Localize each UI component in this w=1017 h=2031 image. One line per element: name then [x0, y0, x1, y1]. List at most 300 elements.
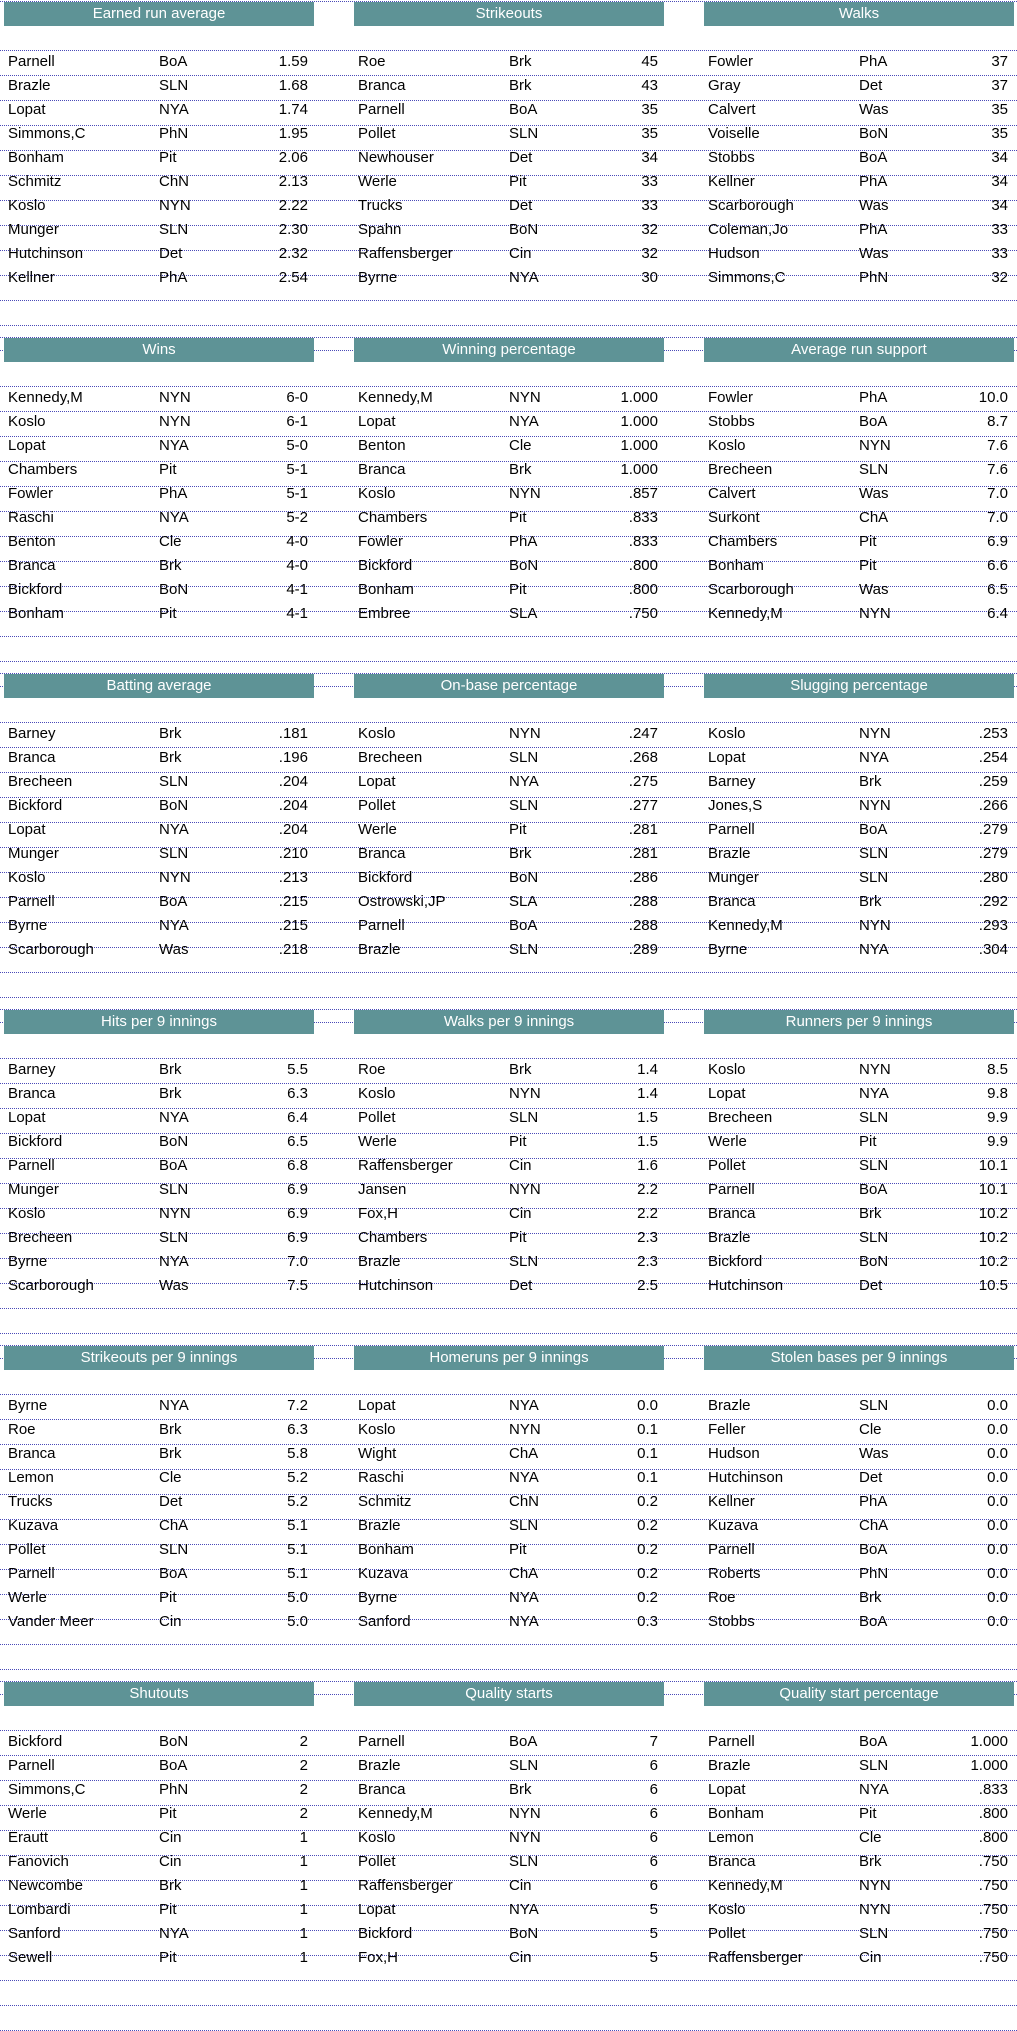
team-code: Pit [159, 461, 177, 478]
team-code: Pit [509, 1229, 527, 1246]
stat-value: 5.8 [287, 1445, 308, 1462]
stat-value: 6 [649, 1781, 658, 1798]
team-code: NYN [859, 1061, 891, 1078]
stat-value: 5-2 [286, 509, 308, 526]
stat-value: 6.8 [287, 1157, 308, 1174]
table-row [0, 890, 1017, 914]
team-code: BoA [859, 1733, 888, 1750]
stat-value: .213 [278, 869, 308, 886]
team-code: Pit [159, 605, 177, 622]
team-code: BoN [159, 1733, 189, 1750]
team-code: BoA [859, 1613, 888, 1630]
stat-value: 5.2 [287, 1493, 308, 1510]
player-name: Kuzava [708, 1517, 759, 1534]
stat-value: 10.5 [978, 1277, 1008, 1294]
stat-value: .800 [978, 1829, 1008, 1846]
team-code: NYA [509, 1613, 539, 1630]
team-code: Det [859, 1277, 883, 1294]
player-name: Branca [358, 1781, 406, 1798]
player-name: Raffensberger [358, 1157, 453, 1174]
player-name: Erautt [8, 1829, 49, 1846]
player-name: Bonham [358, 581, 414, 598]
player-name: Chambers [358, 509, 428, 526]
table-row [0, 1874, 1017, 1898]
stat-value: 2.54 [278, 269, 308, 286]
player-name: Chambers [8, 461, 78, 478]
table-row [0, 1898, 1017, 1922]
team-code: Cin [509, 1157, 532, 1174]
player-name: Munger [8, 1181, 59, 1198]
stat-value: 0.1 [637, 1421, 658, 1438]
team-code: NYA [509, 1469, 539, 1486]
player-name: Hutchinson [708, 1469, 784, 1486]
stat-value: 4-0 [286, 533, 308, 550]
team-code: NYA [509, 269, 539, 286]
player-name: Brecheen [708, 461, 773, 478]
stat-value: 6.3 [287, 1085, 308, 1102]
stat-value: 6-0 [286, 389, 308, 406]
stat-value: 33 [641, 197, 658, 214]
stat-value: 2 [299, 1757, 308, 1774]
player-name: Pollet [358, 125, 396, 142]
stat-value: .196 [278, 749, 308, 766]
team-code: Brk [159, 1445, 182, 1462]
stat-value: 5.1 [287, 1541, 308, 1558]
player-name: Koslo [708, 1061, 746, 1078]
team-code: Cle [859, 1829, 882, 1846]
stat-value: 10.0 [978, 389, 1008, 406]
table-row [0, 1178, 1017, 1202]
section-header: Strikeouts [354, 2, 664, 26]
stat-value: 7 [649, 1733, 658, 1750]
stat-value: 5 [649, 1925, 658, 1942]
player-name: Kuzava [358, 1565, 409, 1582]
team-code: NYA [509, 413, 539, 430]
player-name: Newhouser [358, 149, 434, 166]
table-row [0, 122, 1017, 146]
stat-value: .833 [628, 509, 658, 526]
team-code: NYN [509, 1421, 541, 1438]
team-code: SLN [159, 221, 189, 238]
player-name: Byrne [8, 1397, 48, 1414]
team-code: PhA [159, 485, 188, 502]
player-name: Bickford [8, 797, 63, 814]
team-code: BoA [859, 413, 888, 430]
stat-value: 7.0 [987, 485, 1008, 502]
stat-value: 35 [991, 101, 1008, 118]
gridline [0, 1706, 1017, 1731]
stat-value: 4-0 [286, 557, 308, 574]
player-name: Fox,H [358, 1205, 399, 1222]
team-code: SLN [509, 749, 539, 766]
stat-value: 2.3 [637, 1229, 658, 1246]
team-code: NYN [859, 437, 891, 454]
team-code: Cin [509, 245, 532, 262]
stat-value: 7.2 [287, 1397, 308, 1414]
stat-value: 1 [299, 1901, 308, 1918]
stat-value: 7.6 [987, 461, 1008, 478]
player-name: Werle [8, 1589, 47, 1606]
section-header: Quality starts [354, 1682, 664, 1706]
team-code: NYA [159, 1925, 189, 1942]
team-code: Brk [509, 845, 532, 862]
stat-value: 2.32 [278, 245, 308, 262]
stat-value: .288 [628, 917, 658, 934]
team-code: PhA [159, 269, 188, 286]
team-code: SLN [859, 1757, 889, 1774]
team-code: NYA [859, 1781, 889, 1798]
table-row [0, 818, 1017, 842]
gridline [0, 973, 1017, 998]
stat-value: .750 [628, 605, 658, 622]
stat-value: 1.000 [970, 1757, 1008, 1774]
team-code: NYA [859, 749, 889, 766]
player-name: Pollet [708, 1157, 746, 1174]
team-code: Brk [159, 1085, 182, 1102]
stat-value: 1.4 [637, 1085, 658, 1102]
team-code: Brk [509, 77, 532, 94]
player-name: Raffensberger [358, 1877, 453, 1894]
team-code: SLN [509, 1253, 539, 1270]
stat-value: .181 [278, 725, 308, 742]
stat-value: 2.5 [637, 1277, 658, 1294]
stat-value: 0.0 [987, 1397, 1008, 1414]
table-row [0, 458, 1017, 482]
team-code: SLN [859, 845, 889, 862]
player-name: Bonham [8, 149, 64, 166]
player-name: Roe [358, 1061, 386, 1078]
team-code: Was [159, 941, 189, 958]
stat-value: 0.2 [637, 1493, 658, 1510]
team-code: NYA [159, 101, 189, 118]
table-row [0, 506, 1017, 530]
stat-value: 5.1 [287, 1565, 308, 1582]
team-code: Pit [509, 581, 527, 598]
stat-value: 30 [641, 269, 658, 286]
stat-value: 43 [641, 77, 658, 94]
stat-value: 34 [991, 149, 1008, 166]
table-row [0, 1946, 1017, 1970]
team-code: PhA [859, 173, 888, 190]
leader-rows [0, 386, 1017, 626]
stat-value: .293 [978, 917, 1008, 934]
team-code: NYN [859, 1877, 891, 1894]
team-code: SLN [509, 941, 539, 958]
section-header: Homeruns per 9 innings [354, 1346, 664, 1370]
stat-value: 7.0 [987, 509, 1008, 526]
stat-value: .800 [978, 1805, 1008, 1822]
stat-value: 1 [299, 1877, 308, 1894]
stat-value: 0.2 [637, 1517, 658, 1534]
stat-value: 0.0 [987, 1541, 1008, 1558]
team-code: Brk [509, 1061, 532, 1078]
player-name: Brazle [708, 845, 751, 862]
team-code: Pit [509, 173, 527, 190]
team-code: SLN [159, 1229, 189, 1246]
team-code: BoN [159, 797, 189, 814]
player-name: Branca [358, 77, 406, 94]
player-name: Branca [8, 1085, 56, 1102]
stat-value: 0.0 [987, 1613, 1008, 1630]
team-code: Was [859, 1445, 889, 1462]
team-code: NYA [159, 1253, 189, 1270]
player-name: Chambers [358, 1229, 428, 1246]
table-row [0, 1106, 1017, 1130]
stat-value: 1 [299, 1949, 308, 1966]
section-header: Strikeouts per 9 innings [4, 1346, 314, 1370]
leader-rows [0, 1058, 1017, 1298]
team-code: Brk [509, 53, 532, 70]
team-code: NYN [159, 197, 191, 214]
leader-rows [0, 1730, 1017, 1970]
stat-value: 0.0 [987, 1421, 1008, 1438]
player-name: Benton [8, 533, 56, 550]
team-code: ChA [859, 1517, 889, 1534]
player-name: Koslo [708, 725, 746, 742]
stat-value: 4-1 [286, 605, 308, 622]
stat-value: 10.1 [978, 1157, 1008, 1174]
stat-value: 0.2 [637, 1565, 658, 1582]
player-name: Hutchinson [358, 1277, 434, 1294]
stat-value: 0.3 [637, 1613, 658, 1630]
team-code: SLN [509, 1517, 539, 1534]
player-name: Brazle [8, 77, 51, 94]
player-name: Simmons,C [8, 125, 86, 142]
stat-value: 6.5 [287, 1133, 308, 1150]
team-code: SLN [859, 1157, 889, 1174]
player-name: Parnell [708, 1181, 755, 1198]
table-row [0, 1490, 1017, 1514]
player-name: Parnell [358, 101, 405, 118]
stat-section [0, 1680, 1017, 2016]
player-name: Byrne [358, 1589, 398, 1606]
team-code: BoN [859, 1253, 889, 1270]
player-name: Koslo [8, 869, 46, 886]
player-name: Lopat [708, 1781, 746, 1798]
player-name: Parnell [8, 893, 55, 910]
stat-value: 1.000 [620, 437, 658, 454]
player-name: Calvert [708, 485, 756, 502]
stat-value: 6.9 [287, 1205, 308, 1222]
player-name: Roberts [708, 1565, 761, 1582]
player-name: Benton [358, 437, 406, 454]
player-name: Koslo [8, 1205, 46, 1222]
table-row [0, 794, 1017, 818]
player-name: Raffensberger [708, 1949, 803, 1966]
player-name: Raschi [358, 1469, 404, 1486]
player-name: Vander Meer [8, 1613, 94, 1630]
player-name: Byrne [708, 941, 748, 958]
team-code: BoN [159, 581, 189, 598]
team-code: Pit [859, 533, 877, 550]
table-row [0, 266, 1017, 290]
stat-value: 0.0 [987, 1589, 1008, 1606]
team-code: Was [859, 101, 889, 118]
stat-value: 6.9 [987, 533, 1008, 550]
player-name: Munger [8, 221, 59, 238]
player-name: Sanford [358, 1613, 411, 1630]
stat-value: .833 [978, 1781, 1008, 1798]
stat-value: 1 [299, 1925, 308, 1942]
team-code: NYA [159, 821, 189, 838]
stat-value: 5.2 [287, 1469, 308, 1486]
player-name: Lopat [708, 1085, 746, 1102]
player-name: Pollet [8, 1541, 46, 1558]
player-name: Kellner [8, 269, 55, 286]
player-name: Kennedy,M [708, 917, 783, 934]
player-name: Hudson [708, 1445, 760, 1462]
player-name: Ostrowski,JP [358, 893, 446, 910]
player-name: Koslo [8, 413, 46, 430]
leader-rows [0, 722, 1017, 962]
stat-value: 9.9 [987, 1109, 1008, 1126]
team-code: NYN [859, 797, 891, 814]
stat-value: .286 [628, 869, 658, 886]
player-name: Stobbs [708, 149, 755, 166]
team-code: NYN [859, 917, 891, 934]
team-code: Cle [159, 1469, 182, 1486]
stat-value: 10.2 [978, 1253, 1008, 1270]
gridline [0, 698, 1017, 723]
team-code: NYN [859, 725, 891, 742]
table-row [0, 1586, 1017, 1610]
team-code: SLA [509, 893, 538, 910]
team-code: Pit [509, 821, 527, 838]
table-row [0, 1058, 1017, 1082]
team-code: PhA [859, 221, 888, 238]
team-code: Was [859, 245, 889, 262]
stat-value: 8.7 [987, 413, 1008, 430]
stat-section [0, 0, 1017, 336]
player-name: Roe [708, 1589, 736, 1606]
team-code: Pit [509, 1541, 527, 1558]
team-code: SLN [159, 773, 189, 790]
player-name: Scarborough [8, 941, 94, 958]
table-row [0, 170, 1017, 194]
table-row [0, 146, 1017, 170]
team-code: Cle [159, 533, 182, 550]
team-code: BoA [509, 917, 538, 934]
team-code: ChA [509, 1565, 539, 1582]
player-name: Parnell [358, 1733, 405, 1750]
stat-value: 1.59 [278, 53, 308, 70]
stat-value: 33 [991, 245, 1008, 262]
player-name: Lopat [8, 821, 46, 838]
stat-value: .304 [978, 941, 1008, 958]
team-code: NYN [159, 869, 191, 886]
player-name: Brazle [358, 1253, 401, 1270]
player-name: Brazle [708, 1757, 751, 1774]
team-code: Brk [859, 1205, 882, 1222]
player-name: Byrne [358, 269, 398, 286]
stat-value: 6 [649, 1829, 658, 1846]
stat-value: 0.2 [637, 1541, 658, 1558]
table-row [0, 914, 1017, 938]
stat-value: 0.1 [637, 1445, 658, 1462]
stat-value: 34 [991, 173, 1008, 190]
stat-value: 9.8 [987, 1085, 1008, 1102]
stat-value: 8.5 [987, 1061, 1008, 1078]
stat-value: .750 [978, 1853, 1008, 1870]
stat-value: 6.9 [287, 1229, 308, 1246]
team-code: NYN [509, 1805, 541, 1822]
team-code: NYA [159, 1397, 189, 1414]
stat-value: 32 [641, 221, 658, 238]
stat-value: 5 [649, 1949, 658, 1966]
section-header: On-base percentage [354, 674, 664, 698]
stat-value: 5.0 [287, 1589, 308, 1606]
team-code: Pit [159, 1901, 177, 1918]
gridline [0, 1645, 1017, 1670]
team-code: SLN [159, 1181, 189, 1198]
player-name: Sanford [8, 1925, 61, 1942]
stat-value: .281 [628, 821, 658, 838]
team-code: PhN [859, 269, 889, 286]
stat-value: 6 [649, 1853, 658, 1870]
player-name: Kuzava [8, 1517, 59, 1534]
player-name: Simmons,C [8, 1781, 86, 1798]
player-name: Kennedy,M [708, 605, 783, 622]
team-code: NYN [509, 1181, 541, 1198]
team-code: NYN [159, 1205, 191, 1222]
table-row [0, 602, 1017, 626]
team-code: Pit [159, 1805, 177, 1822]
team-code: BoA [159, 893, 188, 910]
player-name: Stobbs [708, 413, 755, 430]
section-header: Slugging percentage [704, 674, 1014, 698]
team-code: ChA [509, 1445, 539, 1462]
team-code: Det [509, 1277, 533, 1294]
player-name: Byrne [8, 917, 48, 934]
stat-section [0, 336, 1017, 672]
player-name: Bonham [358, 1541, 414, 1558]
table-row [0, 1130, 1017, 1154]
player-name: Parnell [708, 821, 755, 838]
player-name: Branca [708, 1205, 756, 1222]
stat-value: .275 [628, 773, 658, 790]
player-name: Trucks [358, 197, 403, 214]
player-name: Surkont [708, 509, 760, 526]
stat-value: 2 [299, 1781, 308, 1798]
team-code: NYA [509, 1901, 539, 1918]
player-name: Bickford [708, 1253, 763, 1270]
stat-value: .800 [628, 581, 658, 598]
player-name: Koslo [358, 485, 396, 502]
team-code: PhN [159, 125, 189, 142]
player-name: Koslo [358, 1421, 396, 1438]
gridline [0, 26, 1017, 51]
gridline [0, 1034, 1017, 1059]
team-code: NYA [859, 941, 889, 958]
player-name: Kennedy,M [8, 389, 83, 406]
player-name: Branca [358, 845, 406, 862]
player-name: Fanovich [8, 1853, 69, 1870]
team-code: NYN [509, 389, 541, 406]
player-name: Scarborough [708, 197, 794, 214]
team-code: Was [859, 197, 889, 214]
player-name: Branca [8, 749, 56, 766]
player-name: Kennedy,M [358, 1805, 433, 1822]
team-code: ChN [509, 1493, 540, 1510]
stat-value: .259 [978, 773, 1008, 790]
stat-value: .254 [978, 749, 1008, 766]
team-code: Pit [509, 1133, 527, 1150]
team-code: Det [159, 1493, 183, 1510]
team-code: Brk [159, 749, 182, 766]
table-row [0, 938, 1017, 962]
stat-value: 2.06 [278, 149, 308, 166]
stat-value: 2.30 [278, 221, 308, 238]
